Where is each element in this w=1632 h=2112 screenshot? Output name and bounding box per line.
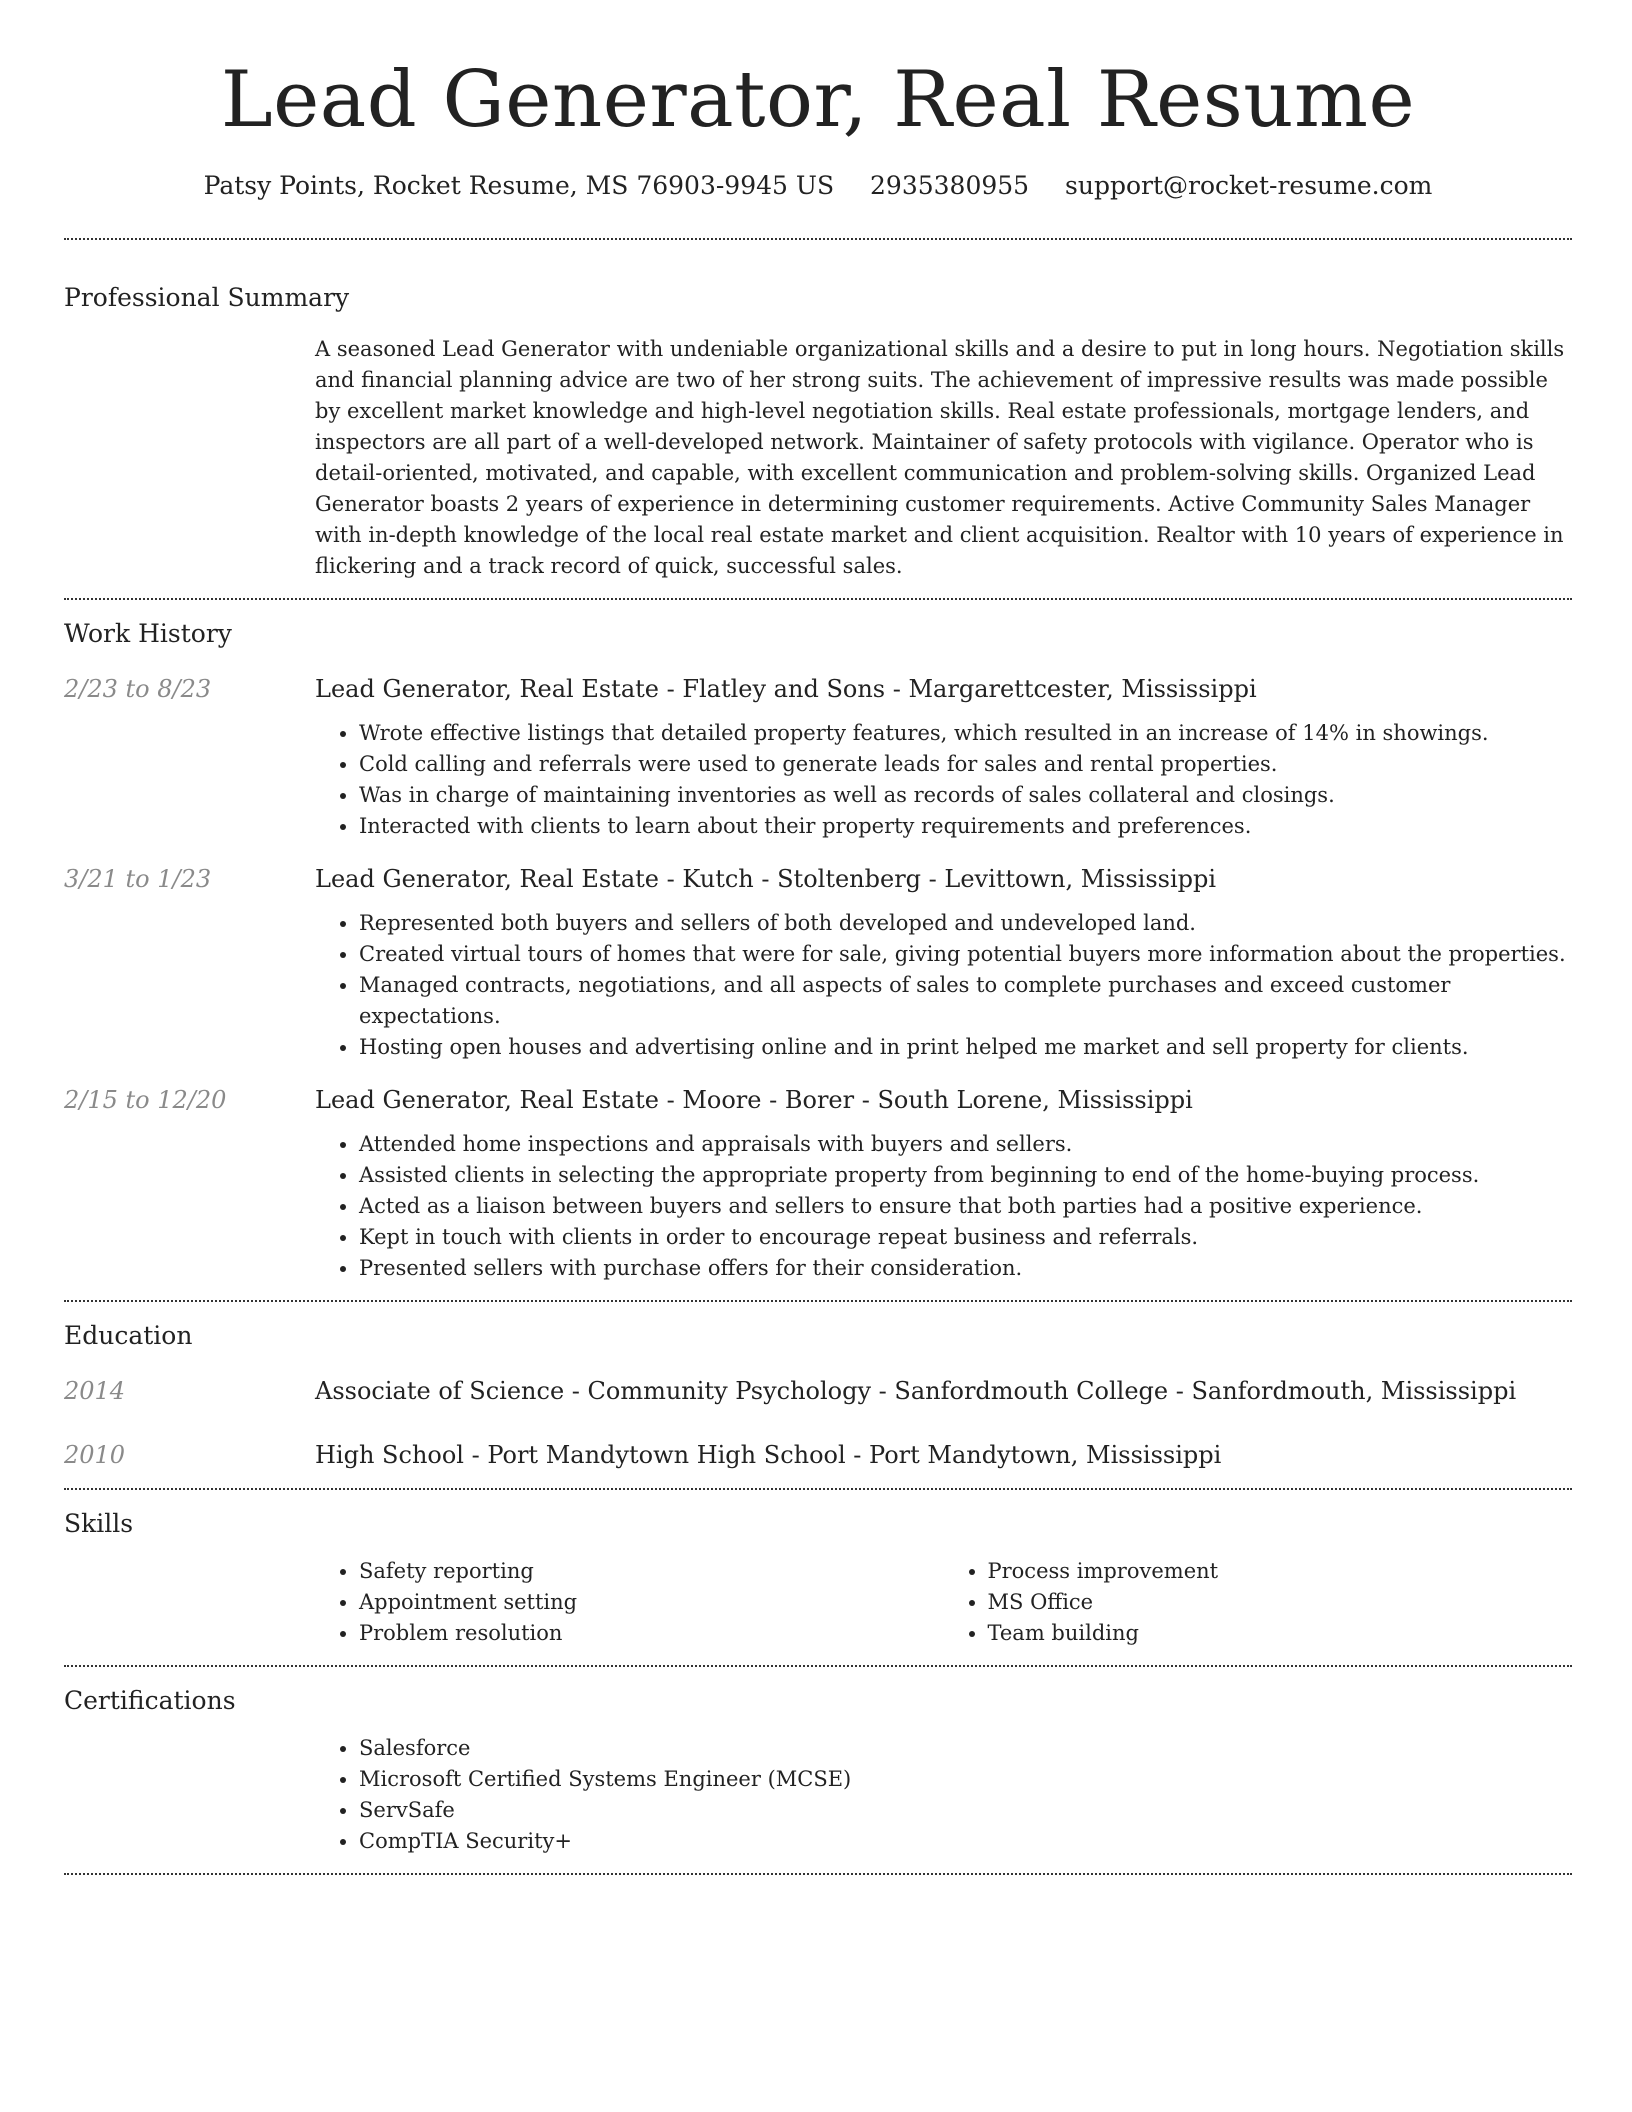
job-bullet: • Attended home inspections and appraisals with buyers and sellers.	[359, 1129, 1572, 1160]
job-bullet: • Hosting open houses and advertising online and in print helped me market and sell property for clients.	[359, 1032, 1572, 1063]
summary-section	[64, 240, 1572, 598]
education-year: 2010	[64, 1441, 126, 1469]
job-list	[64, 672, 1572, 1284]
section-title-certifications: Certifications	[64, 1686, 236, 1715]
certification-item: • ServSafe	[359, 1795, 1572, 1826]
summary-row	[64, 334, 1572, 582]
contact-address: Patsy Points, Rocket Resume, MS 76903-9945 US	[203, 171, 835, 200]
job-bullet: • Interacted with clients to learn about their property requirements and preferences.	[359, 811, 1572, 842]
job-dates: 2/23 to 8/23	[64, 675, 212, 703]
job-heading: Lead Generator, Real Estate - Moore - Borer - South Lorene, Mississippi	[315, 1086, 1193, 1114]
skill-item: • Appointment setting	[359, 1587, 944, 1618]
certifications-content	[315, 1733, 1572, 1857]
job-bullet: • Represented both buyers and sellers of both developed and undeveloped land.	[359, 908, 1572, 939]
skill-item: • MS Office	[988, 1587, 1573, 1618]
job-bullet: • Kept in touch with clients in order to encourage repeat business and referrals.	[359, 1222, 1572, 1253]
skills-columns	[315, 1556, 1572, 1649]
skill-item: • Problem resolution	[359, 1618, 944, 1649]
section-title-work: Work History	[64, 619, 232, 648]
job-entry	[64, 1083, 1572, 1284]
section-divider	[64, 1873, 1572, 1875]
job-bullet: • Created virtual tours of homes that were for sale, giving potential buyers more information about the properties.	[359, 939, 1572, 970]
education-heading: Associate of Science - Community Psychology - Sanfordmouth College - Sanfordmouth, Mississippi	[315, 1377, 1517, 1405]
work-history-section	[64, 600, 1572, 1300]
education-section	[64, 1302, 1572, 1488]
job-bullet: • Assisted clients in selecting the appropriate property from beginning to end of the home-buying process.	[359, 1160, 1572, 1191]
section-title-education: Education	[64, 1321, 193, 1350]
education-list	[64, 1374, 1572, 1472]
job-heading: Lead Generator, Real Estate - Flatley and Sons - Margarettcester, Mississippi	[315, 675, 1257, 703]
job-details	[315, 672, 1572, 842]
job-bullet: • Wrote effective listings that detailed property features, which resulted in an increase of 14% in showings.	[359, 718, 1572, 749]
resume-name: Lead Generator, Real Resume	[220, 55, 1416, 145]
certifications-list	[315, 1733, 1572, 1857]
job-dates: 2/15 to 12/20	[64, 1086, 227, 1114]
certification-item: • Salesforce	[359, 1733, 1572, 1764]
certifications-section	[64, 1667, 1572, 1873]
certifications-row	[64, 1733, 1572, 1857]
job-bullet: • Cold calling and referrals were used to generate leads for sales and rental properties.	[359, 749, 1572, 780]
skills-section	[64, 1490, 1572, 1665]
education-entry	[64, 1438, 1572, 1472]
education-year: 2014	[64, 1377, 126, 1405]
job-details	[315, 862, 1572, 1063]
summary-text: A seasoned Lead Generator with undeniable organizational skills and a desire to put in long hours. Negotiation skills and financial planning advice are two of her strong suits. The achievement of impressive results was made possible by excellent market knowledge and high-level negotiation skills. Real estate professionals, mortgage lenders, and inspectors are all part of a well-developed network. Maintainer of safety protocols with vigilance. Operator who is detail-oriented, motivated, and capable, with excellent communication and problem-solving skills. Organized Lead Generator boasts 2 years of experience in determining customer requirements. Active Community Sales Manager with in-depth knowledge of the local real estate market and client acquisition. Realtor with 10 years of experience in flickering and a track record of quick, successful sales.	[315, 337, 1565, 578]
job-bullets	[315, 718, 1572, 842]
job-entry	[64, 672, 1572, 842]
job-bullet: • Presented sellers with purchase offers for their consideration.	[359, 1253, 1572, 1284]
skills-column-2	[944, 1556, 1573, 1649]
contact-line	[64, 168, 1572, 204]
contact-email: support@rocket-resume.com	[1065, 171, 1433, 200]
job-bullet: • Was in charge of maintaining inventories as well as records of sales collateral and closings.	[359, 780, 1572, 811]
certification-item: • CompTIA Security+	[359, 1826, 1572, 1857]
skill-item: • Safety reporting	[359, 1556, 944, 1587]
job-bullets	[315, 1129, 1572, 1284]
education-entry	[64, 1374, 1572, 1408]
job-bullets	[315, 908, 1572, 1063]
skill-item: • Process improvement	[988, 1556, 1573, 1587]
job-heading: Lead Generator, Real Estate - Kutch - Stoltenberg - Levittown, Mississippi	[315, 865, 1217, 893]
section-title-summary: Professional Summary	[64, 283, 350, 312]
job-dates: 3/21 to 1/23	[64, 865, 212, 893]
job-details	[315, 1083, 1572, 1284]
job-bullet: • Managed contracts, negotiations, and all aspects of sales to complete purchases and exceed customer expectations.	[359, 970, 1572, 1032]
job-entry	[64, 862, 1572, 1063]
education-heading: High School - Port Mandytown High School - Port Mandytown, Mississippi	[315, 1441, 1222, 1469]
skills-row	[64, 1556, 1572, 1649]
section-title-skills: Skills	[64, 1509, 134, 1538]
job-bullet: • Acted as a liaison between buyers and sellers to ensure that both parties had a positive experience.	[359, 1191, 1572, 1222]
skill-item: • Team building	[988, 1618, 1573, 1649]
contact-phone: 2935380955	[870, 171, 1030, 200]
skills-column-1	[315, 1556, 944, 1649]
certification-item: • Microsoft Certified Systems Engineer (MCSE)	[359, 1764, 1572, 1795]
